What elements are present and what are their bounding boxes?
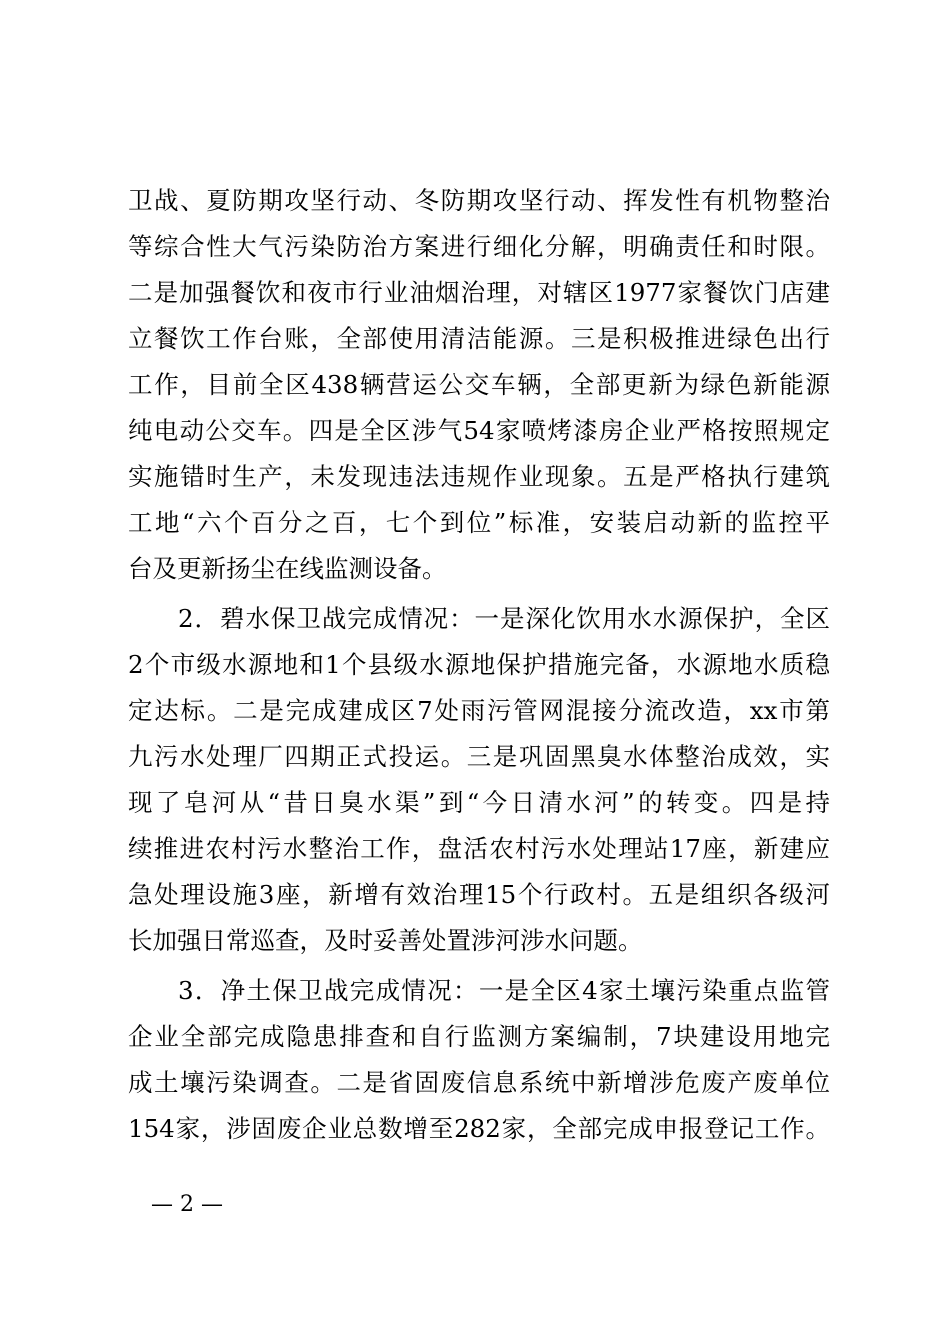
text-line: 成土壤污染调查。二是省固废信息系统中新增涉危废产废单位: [128, 1068, 830, 1097]
text-line: 纯电动公交车。四是全区涉气54家喷烤漆房企业严格按照规定: [128, 416, 830, 445]
text-line: 154家，涉固废企业总数增至282家，全部完成申报登记工作。: [128, 1114, 830, 1143]
paragraph-clear-water: [128, 596, 830, 964]
text-line: 定达标。二是完成建成区7处雨污管网混接分流改造，xx市第: [128, 696, 830, 725]
text-line: 续推进农村污水整治工作，盘活农村污水处理站17座，新建应: [128, 834, 830, 863]
text-line: 等综合性大气污染防治方案进行细化分解，明确责任和时限。: [128, 232, 830, 261]
text-line: 九污水处理厂四期正式投运。三是巩固黑臭水体整治成效，实: [128, 742, 830, 771]
text-line: 工地“六个百分之百，七个到位”标准，安装启动新的监控平: [128, 508, 830, 537]
text-line: 急处理设施3座，新增有效治理15个行政村。五是组织各级河: [128, 880, 830, 909]
text-line: 二是加强餐饮和夜市行业油烟治理，对辖区1977家餐饮门店建: [128, 278, 830, 307]
text-line: 长加强日常巡查，及时妥善处置涉河涉水问题。: [128, 926, 643, 955]
text-line: 现了皂河从“昔日臭水渠”到“今日清水河”的转变。四是持: [128, 788, 830, 817]
document-body: [128, 178, 830, 1152]
text-line: 工作，目前全区438辆营运公交车辆，全部更新为绿色新能源: [128, 370, 830, 399]
page-number: — 2 —: [151, 1192, 223, 1217]
text-line: 台及更新扬尘在线监测设备。: [128, 554, 447, 583]
text-line: 3．净土保卫战完成情况：一是全区4家土壤污染重点监管: [178, 976, 830, 1005]
text-line: 卫战、夏防期攻坚行动、冬防期攻坚行动、挥发性有机物整治: [128, 186, 830, 215]
paragraph-clean-soil: [128, 968, 830, 1152]
text-line: 企业全部完成隐患排查和自行监测方案编制，7块建设用地完: [128, 1022, 830, 1051]
text-line: 立餐饮工作台账，全部使用清洁能源。三是积极推进绿色出行: [128, 324, 830, 353]
text-line: 实施错时生产，未发现违法违规作业现象。五是严格执行建筑: [128, 462, 830, 491]
text-line: 2．碧水保卫战完成情况：一是深化饮用水水源保护，全区: [178, 604, 830, 633]
text-line: 2个市级水源地和1个县级水源地保护措施完备，水源地水质稳: [128, 650, 830, 679]
paragraph-air-defense: [128, 178, 830, 592]
